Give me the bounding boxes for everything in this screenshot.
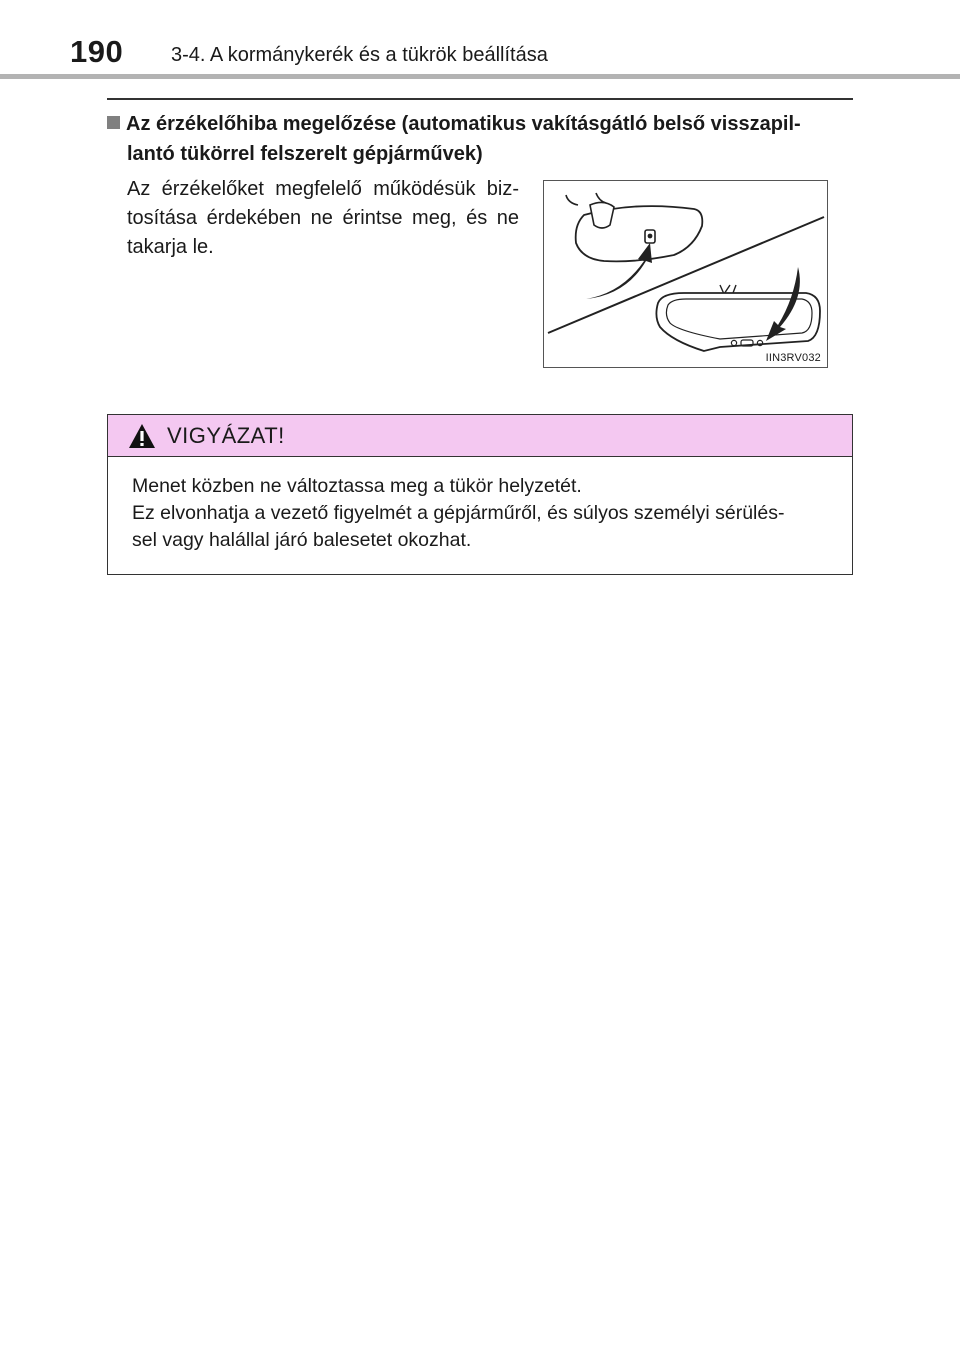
chapter-title: 3-4. A kormánykerék és a tükrök beállítása: [171, 44, 548, 66]
section-divider: [107, 98, 853, 100]
warning-triangle-icon: [128, 423, 156, 449]
section-heading-line2: lantó tükörrel felszerelt gépjárművek): [127, 143, 483, 165]
section-heading-line1: Az érzékelőhiba megelőzése (automatikus vakításgátló belső visszapil-: [126, 113, 801, 135]
warning-body: [132, 473, 838, 554]
page-header: [0, 0, 960, 80]
warning-title: VIGYÁZAT!: [167, 423, 285, 448]
section-body-text: Az érzékelőket megfelelő működésük biz-tosítása érdekében ne érintse meg, és ne takarja le.: [127, 178, 519, 258]
warning-box: [107, 414, 853, 575]
rearview-mirror-illustration: [544, 181, 827, 367]
bullet-square-icon: [107, 116, 120, 129]
header-rule: [0, 74, 960, 79]
warning-line-2: Ez elvonhatja a vezető figyelmét a gépjárműről, és súlyos személyi sérülés-: [132, 502, 785, 524]
page-number: 190: [70, 34, 124, 69]
warning-line-3: sel vagy halállal járó balesetet okozhat.: [132, 529, 472, 551]
warning-header: [108, 415, 852, 457]
figure-code: IIN3RV032: [765, 352, 821, 364]
section-heading: [107, 109, 855, 169]
mirror-sensor-figure: [543, 180, 828, 368]
warning-line-1: Menet közben ne változtassa meg a tükör helyzetét.: [132, 475, 582, 497]
